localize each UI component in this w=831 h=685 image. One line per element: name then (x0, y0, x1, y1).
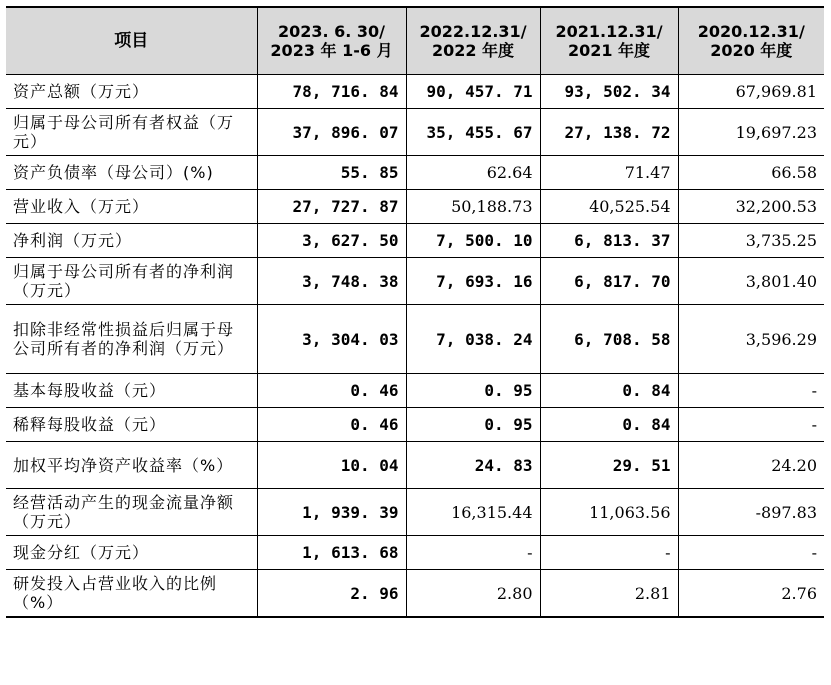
cell-2022: 0. 95 (406, 374, 540, 408)
row-label: 归属于母公司所有者权益（万元） (6, 109, 257, 156)
cell-2023h1: 0. 46 (257, 374, 406, 408)
cell-2023h1: 27, 727. 87 (257, 190, 406, 224)
header-2021-line2: 2021 年度 (567, 41, 651, 60)
cell-2022: 7, 038. 24 (406, 305, 540, 374)
cell-2021: 0. 84 (540, 374, 678, 408)
table-row (6, 305, 824, 374)
cell-2023h1: 37, 896. 07 (257, 109, 406, 156)
table-row (6, 156, 824, 190)
cell-2022: - (406, 536, 540, 570)
cell-2022: 16,315.44 (406, 489, 540, 536)
cell-2021: 93, 502. 34 (540, 75, 678, 109)
table-row (6, 190, 824, 224)
row-label: 归属于母公司所有者的净利润（万元） (6, 258, 257, 305)
cell-2020: - (678, 536, 824, 570)
cell-2020: - (678, 408, 824, 442)
cell-2022: 62.64 (406, 156, 540, 190)
header-2020-line2: 2020 年度 (710, 41, 793, 60)
table-row (6, 374, 824, 408)
header-2022 (406, 7, 540, 75)
table-row (6, 258, 824, 305)
cell-2020: -897.83 (678, 489, 824, 536)
cell-2021: 29. 51 (540, 442, 678, 489)
cell-2022: 7, 500. 10 (406, 224, 540, 258)
cell-2023h1: 2. 96 (257, 570, 406, 618)
cell-2022: 35, 455. 67 (406, 109, 540, 156)
row-label: 基本每股收益（元） (6, 374, 257, 408)
table-row (6, 570, 824, 618)
cell-2021: 27, 138. 72 (540, 109, 678, 156)
header-2021-line1: 2021.12.31/ (555, 22, 663, 41)
cell-2020: 66.58 (678, 156, 824, 190)
table-row (6, 408, 824, 442)
cell-2020: 24.20 (678, 442, 824, 489)
cell-2023h1: 3, 627. 50 (257, 224, 406, 258)
cell-2023h1: 55. 85 (257, 156, 406, 190)
cell-2022: 24. 83 (406, 442, 540, 489)
cell-2022: 0. 95 (406, 408, 540, 442)
row-label: 加权平均净资产收益率（%） (6, 442, 257, 489)
table-row (6, 109, 824, 156)
cell-2021: 6, 708. 58 (540, 305, 678, 374)
cell-2020: - (678, 374, 824, 408)
cell-2021: 6, 817. 70 (540, 258, 678, 305)
row-label: 净利润（万元） (6, 224, 257, 258)
cell-2023h1: 0. 46 (257, 408, 406, 442)
cell-2022: 7, 693. 16 (406, 258, 540, 305)
cell-2023h1: 3, 304. 03 (257, 305, 406, 374)
cell-2023h1: 10. 04 (257, 442, 406, 489)
row-label: 经营活动产生的现金流量净额（万元） (6, 489, 257, 536)
cell-2022: 90, 457. 71 (406, 75, 540, 109)
cell-2022: 50,188.73 (406, 190, 540, 224)
table-row (6, 224, 824, 258)
header-2021 (540, 7, 678, 75)
cell-2023h1: 1, 613. 68 (257, 536, 406, 570)
row-label: 资产负债率（母公司）(%) (6, 156, 257, 190)
header-2022-line1: 2022.12.31/ (419, 22, 527, 41)
cell-2021: 71.47 (540, 156, 678, 190)
header-2023h1-line2: 2023 年 1-6 月 (270, 41, 393, 60)
table-row (6, 489, 824, 536)
table-row (6, 75, 824, 109)
header-row (6, 7, 824, 75)
cell-2021: 11,063.56 (540, 489, 678, 536)
header-2020-line1: 2020.12.31/ (697, 22, 805, 41)
cell-2020: 3,735.25 (678, 224, 824, 258)
header-item-text: 项目 (114, 30, 149, 51)
cell-2021: - (540, 536, 678, 570)
cell-2020: 2.76 (678, 570, 824, 618)
cell-2020: 32,200.53 (678, 190, 824, 224)
cell-2020: 19,697.23 (678, 109, 824, 156)
row-label: 扣除非经常性损益后归属于母公司所有者的净利润（万元） (6, 305, 257, 374)
header-2022-line2: 2022 年度 (431, 41, 515, 60)
row-label: 研发投入占营业收入的比例（%） (6, 570, 257, 618)
cell-2021: 6, 813. 37 (540, 224, 678, 258)
table-row (6, 536, 824, 570)
financial-indicators-table (6, 6, 824, 618)
cell-2023h1: 3, 748. 38 (257, 258, 406, 305)
header-item (6, 7, 257, 75)
cell-2021: 2.81 (540, 570, 678, 618)
cell-2023h1: 78, 716. 84 (257, 75, 406, 109)
table-row (6, 442, 824, 489)
cell-2023h1: 1, 939. 39 (257, 489, 406, 536)
cell-2020: 67,969.81 (678, 75, 824, 109)
row-label: 稀释每股收益（元） (6, 408, 257, 442)
row-label: 现金分红（万元） (6, 536, 257, 570)
header-2023h1 (257, 7, 406, 75)
row-label: 资产总额（万元） (6, 75, 257, 109)
cell-2020: 3,801.40 (678, 258, 824, 305)
cell-2021: 0. 84 (540, 408, 678, 442)
row-label: 营业收入（万元） (6, 190, 257, 224)
header-2020 (678, 7, 824, 75)
cell-2020: 3,596.29 (678, 305, 824, 374)
header-2023h1-line1: 2023. 6. 30/ (277, 22, 386, 41)
cell-2022: 2.80 (406, 570, 540, 618)
cell-2021: 40,525.54 (540, 190, 678, 224)
